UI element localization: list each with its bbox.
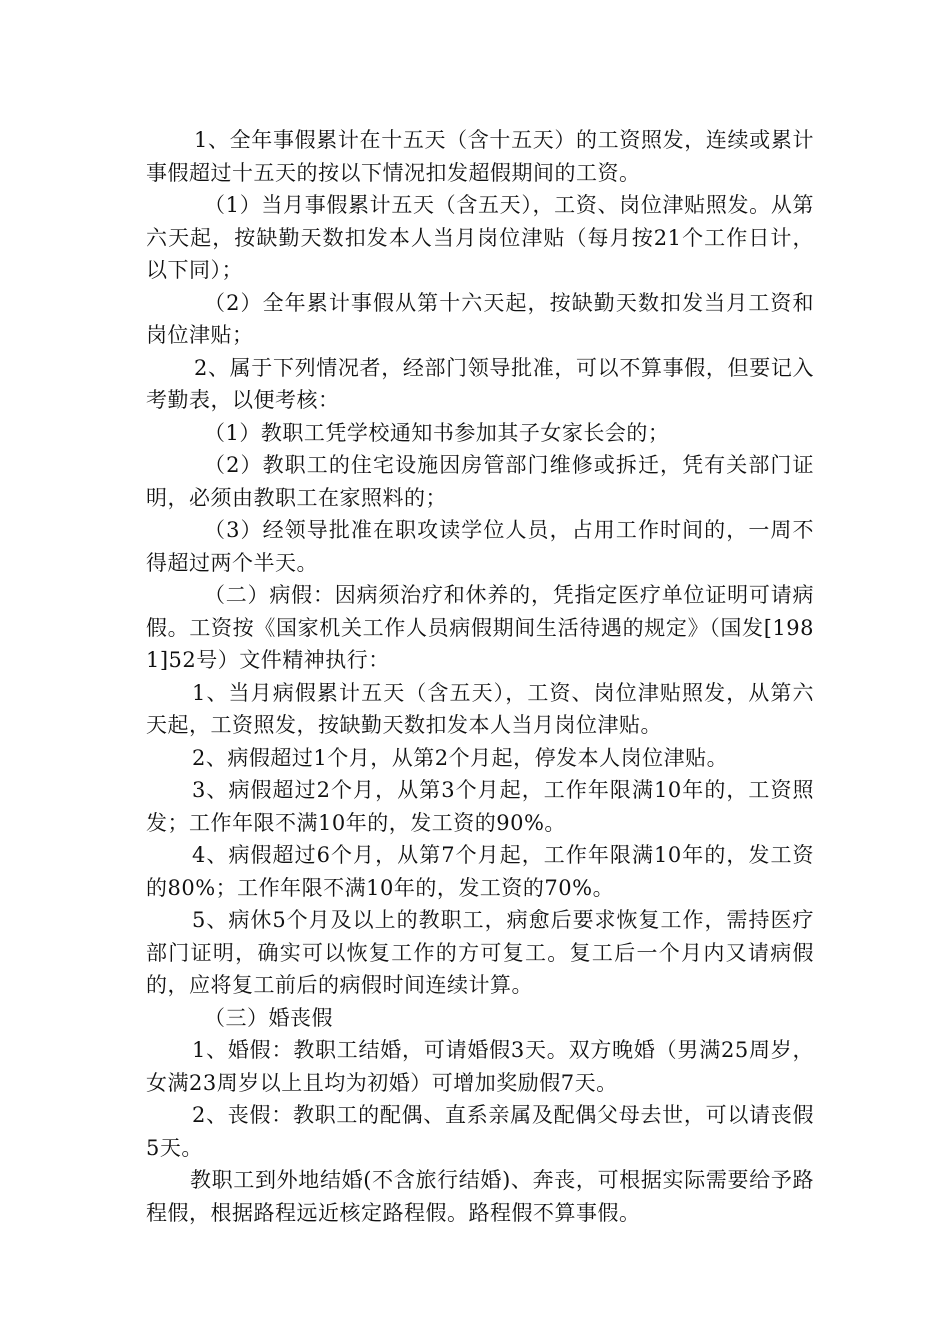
paragraph-sick-leave-rule-2: 2、病假超过1个月，从第2个月起，停发本人岗位津贴。 — [192, 745, 729, 770]
paragraph-marriage-leave: 1、婚假：教职工结婚，可请婚假3天。双方晚婚（男满25周岁，女满23周岁以上且均为初婚）可增加奖励假7天。 — [146, 1038, 814, 1095]
paragraph-personal-leave-monthly: （1）当月事假累计五天（含五天），工资、岗位津贴照发。从第六天起，按缺勤天数扣发本人当月岗位津贴（每月按21个工作日计，以下同）； — [146, 193, 814, 282]
paragraph-sick-leave-rule-4: 4、病假超过6个月，从第7个月起，工作年限满10年的，发工资的80%；工作年限不满10年的，发工资的70%。 — [146, 843, 814, 900]
paragraph-not-counted-as-leave: 2、属于下列情况者，经部门领导批准，可以不算事假，但要记入考勤表，以便考核： — [146, 355, 814, 412]
paragraph-sick-leave-heading: （二）病假：因病须治疗和休养的，凭指定医疗单位证明可请病假。工资按《国家机关工作人员病假期间生活待遇的规定》（国发[1981]52号）文件精神执行： — [146, 583, 814, 672]
paragraph-sick-leave-rule-1: 1、当月病假累计五天（含五天），工资、岗位津贴照发，从第六天起，工资照发，按缺勤天数扣发本人当月岗位津贴。 — [146, 680, 814, 737]
paragraph-funeral-leave: 2、丧假：教职工的配偶、直系亲属及配偶父母去世，可以请丧假5天。 — [146, 1103, 814, 1160]
document-body — [146, 124, 814, 1229]
paragraph-sick-leave-rule-5: 5、病休5个月及以上的教职工，病愈后要求恢复工作，需持医疗部门证明，确实可以恢复工作的方可复工。复工后一个月内又请病假的，应将复工前后的病假时间连续计算。 — [146, 908, 814, 997]
paragraph-personal-leave-annual: 1、全年事假累计在十五天（含十五天）的工资照发，连续或累计事假超过十五天的按以下情况扣发超假期间的工资。 — [146, 128, 814, 185]
paragraph-travel-leave: 教职工到外地结婚(不含旅行结婚)、奔丧，可根据实际需要给予路程假，根据路程远近核定路程假。路程假不算事假。 — [146, 1168, 814, 1225]
paragraph-parent-meeting: （1）教职工凭学校通知书参加其子女家长会的； — [204, 420, 670, 445]
paragraph-personal-leave-yearly: （2）全年累计事假从第十六天起，按缺勤天数扣发当月工资和岗位津贴； — [146, 290, 814, 347]
paragraph-housing-repair: （2）教职工的住宅设施因房管部门维修或拆迁，凭有关部门证明，必须由教职工在家照料的； — [146, 453, 814, 510]
paragraph-degree-study: （3）经领导批准在职攻读学位人员，占用工作时间的，一周不得超过两个半天。 — [146, 518, 814, 575]
paragraph-marriage-funeral-heading: （三）婚丧假 — [204, 1005, 333, 1030]
paragraph-sick-leave-rule-3: 3、病假超过2个月，从第3个月起，工作年限满10年的，工资照发；工作年限不满10年的，发工资的90%。 — [146, 778, 814, 835]
